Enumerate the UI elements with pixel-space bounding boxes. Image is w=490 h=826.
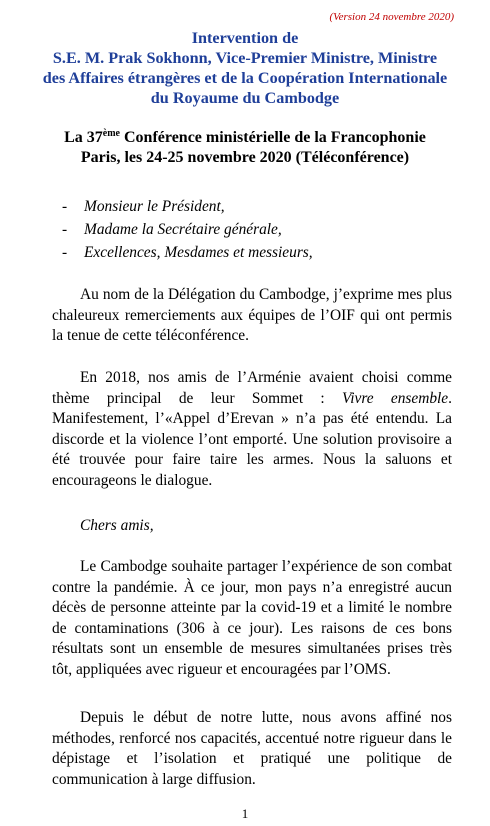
- header-line-3: des Affaires étrangères et de la Coopération Internationale: [42, 69, 448, 87]
- conference-line-1: [0, 128, 490, 148]
- paragraph-armenia: [52, 368, 452, 492]
- header-line-4: du Royaume du Cambodge: [150, 89, 340, 107]
- conference-superscript: ème: [102, 128, 120, 139]
- conference-suffix: Conférence ministérielle de la Francophonie: [120, 129, 426, 146]
- conference-line-2: Paris, les 24-25 novembre 2020 (Téléconférence): [80, 149, 410, 166]
- page-number: 1: [241, 806, 249, 821]
- header-line-2: S.E. M. Prak Sokhonn, Vice-Premier Ministre, Ministre: [52, 49, 438, 67]
- paragraph-text: Au nom de la Délégation du Cambodge, j’exprime mes plus chaleureux remerciements aux équipes de l’OIF qui ont permis la tenue de cette téléconférence.: [52, 286, 452, 345]
- version-note: (Version 24 novembre 2020): [329, 11, 454, 23]
- paragraph-text: . Manifestement, l’«Appel d’Erevan » n’a pas été entendu. La discorde et la violence l’ont emporté. Une solution provisoire a été trouvée pour faire taire les armes. Nous la saluons et encourageons le dialogue.: [52, 389, 452, 489]
- paragraph-text: Depuis le début de notre lutte, nous avons affiné nos méthodes, renforcé nos capacités, accentué notre rigueur dans le dépistage et l’isolation et pratiqué une politique de communication à large diffusion.: [52, 709, 452, 788]
- address-text: Chers amis,: [80, 517, 154, 534]
- paragraph-text: Le Cambodge souhaite partager l’expérience de son combat contre la pandémie. À ce jour, mon pays n’a enregistré aucun décès de personne atteinte par la covid-19 et a limité le nombre de contaminations (306 à ce jour). Les raisons de ces bons résultats sont un ensemble de mesures simultanées prises très tôt, appliquées avec rigueur et encouragées par l’OMS.: [52, 558, 452, 678]
- salutation-item: - Excellences, Mesdames et messieurs,: [62, 241, 313, 264]
- conference-prefix: La 37: [64, 129, 103, 146]
- salutation-list: [62, 195, 313, 264]
- header-line-1: Intervention de: [191, 29, 299, 47]
- salutation-item: - Monsieur le Président,: [62, 195, 313, 218]
- summit-theme: Vivre ensemble: [341, 389, 449, 407]
- salutation-item: - Madame la Secrétaire générale,: [62, 218, 313, 241]
- conference-title: [0, 128, 490, 168]
- paragraph-methods: [52, 708, 452, 790]
- paragraph-pandemic: [52, 557, 452, 681]
- address-chers-amis: [52, 516, 452, 537]
- document-header: [0, 28, 490, 108]
- paragraph-text: En 2018, nos amis de l’Arménie avaient choisi comme thème principal de leur Sommet :: [52, 369, 452, 407]
- paragraph-thanks: [52, 285, 452, 347]
